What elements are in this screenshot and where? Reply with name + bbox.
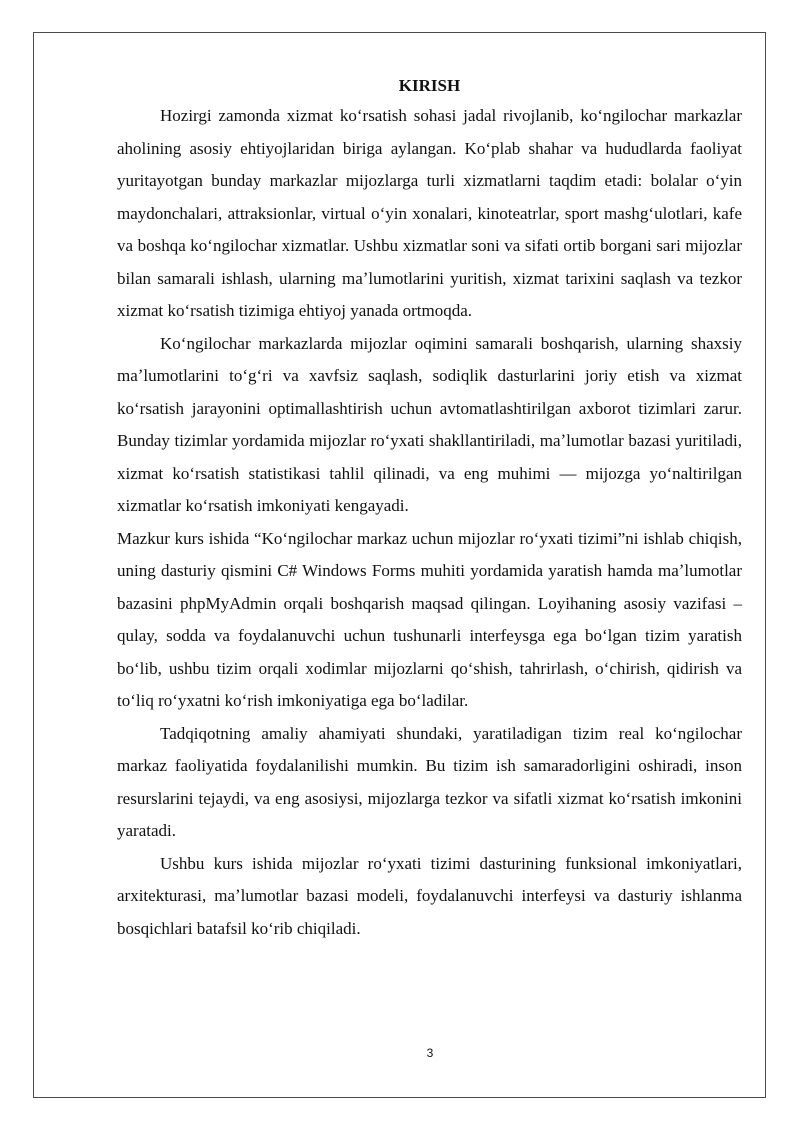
paragraph-2: Koʻngilochar markazlarda mijozlar oqimini samarali boshqarish, ularning shaxsiy maʼlumotlarini toʻgʻri va xavfsiz saqlash, sodiqlik dasturlarini joriy etish va xizmat koʻrsatish jarayonini optimallashtirish uchun avtomatlashtirilgan axborot tizimlari zarur. Bunday tizimlar yordamida mijozlar roʻyxati shakllantiriladi, maʼlumotlar bazasi yuritiladi, xizmat koʻrsatish statistikasi tahlil qilinadi, va eng muhimi — mijozga yoʻnaltirilgan xizmatlar koʻrsatish imkoniyati kengayadi. xyxy=(117,333,742,515)
paragraph-5: Ushbu kurs ishida mijozlar roʻyxati tizimi dasturining funksional imkoniyatlari, arxitekturasi, maʼlumotlar bazasi modeli, foydalanuvchi interfeysi va dasturiy ishlanma bosqichlari batafsil koʻrib chiqiladi. xyxy=(117,853,742,938)
page-content xyxy=(117,74,742,945)
paragraph-3: Mazkur kurs ishida “Koʻngilochar markaz uchun mijozlar roʻyxati tizimi”ni ishlab chiqish, uning dasturiy qismini C# Windows Forms muhiti yordamida yaratish hamda maʼlumotlar bazasini phpMyAdmin orqali boshqarish maqsad qilingan. Loyihaning asosiy vazifasi – qulay, sodda va foydalanuvchi uchun tushunarli interfeysga ega boʻlgan tizim yaratish boʻlib, ushbu tizim orqali xodimlar mijozlarni qoʻshish, tahrirlash, oʻchirish, qidirish va toʻliq roʻyxatni koʻrish imkoniyatiga ega boʻladilar. xyxy=(117,528,742,710)
page-title: KIRISH xyxy=(398,76,461,95)
paragraph-4: Tadqiqotning amaliy ahamiyati shundaki, yaratiladigan tizim real koʻngilochar markaz faoliyatida foydalanilishi mumkin. Bu tizim ish samaradorligini oshiradi, inson resurslarini tejaydi, va eng asosiysi, mijozlarga tezkor va sifatli xizmat koʻrsatish imkonini yaratadi. xyxy=(117,723,742,840)
paragraph-1: Hozirgi zamonda xizmat koʻrsatish sohasi jadal rivojlanib, koʻngilochar markazlar aholining asosiy ehtiyojlaridan biriga aylangan. Koʻplab shahar va hududlarda faoliyat yuritayotgan bunday markazlar mijozlarga turli xizmatlarni taqdim etadi: bolalar oʻyin maydonchalari, attraksionlar, virtual oʻyin xonalari, kinoteatrlar, sport mashgʻulotlari, kafe va boshqa koʻngilochar xizmatlar. Ushbu xizmatlar soni va sifati ortib borgani sari mijozlar bilan samarali ishlash, ularning maʼlumotlarini yuritish, xizmat tarixini saqlash va tezkor xizmat koʻrsatish tizimiga ehtiyoj yanada ortmoqda. xyxy=(117,106,742,320)
page-number: 3 xyxy=(426,1046,434,1060)
